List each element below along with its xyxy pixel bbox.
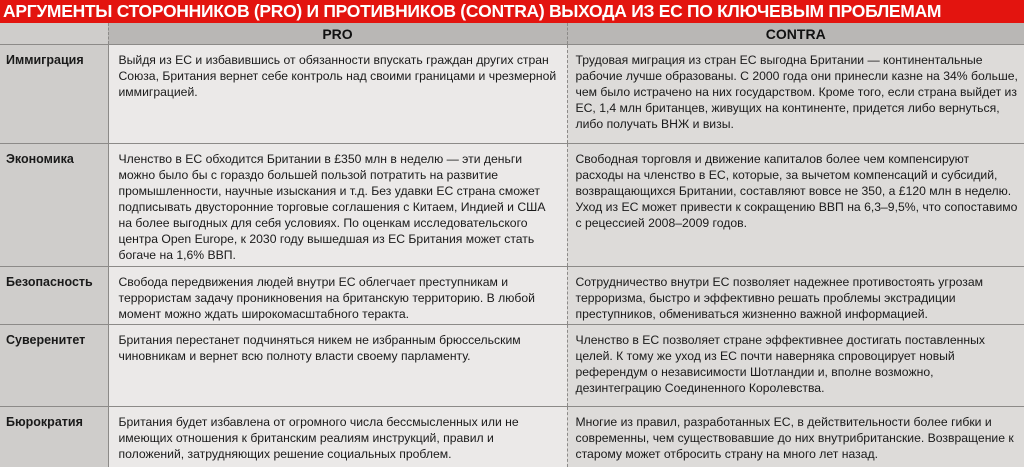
- row-label: Бюрократия: [0, 407, 108, 467]
- contra-cell: Свободная торговля и движение капиталов более чем компенсируют расходы на членство в ЕС, которые, за вычетом компенсаций и субсидий, возвращающихся Британии, составляют вовсе не 350, а £120 млн в неделю. Уход из ЕС может привести к сокращению ВВП на 6,3–9,5%, что сопоставимо с рецессией 2008–2009 годов.: [567, 144, 1024, 267]
- contra-column-header: CONTRA: [567, 23, 1024, 45]
- corner-cell: [0, 23, 108, 45]
- table-row: [0, 144, 1024, 267]
- table-row: [0, 325, 1024, 407]
- page-title: АРГУМЕНТЫ СТОРОННИКОВ (PRO) И ПРОТИВНИКОВ (CONTRA) ВЫХОДА ИЗ ЕС ПО КЛЮЧЕВЫМ ПРОБЛЕМАМ: [0, 0, 1024, 23]
- row-label: Суверенитет: [0, 325, 108, 407]
- row-label: Безопасность: [0, 267, 108, 325]
- comparison-table: [0, 23, 1024, 467]
- table-row: [0, 407, 1024, 467]
- contra-cell: Членство в ЕС позволяет стране эффективнее достигать поставленных целей. К тому же уход из ЕС почти наверняка спровоцирует новый референдум о независимости Шотландии и, вполне возможно, дезинтеграцию Соединенного Королевства.: [567, 325, 1024, 407]
- contra-cell: Трудовая миграция из стран ЕС выгодна Британии — континентальные рабочие лучше образованы. С 2000 года они принесли казне на 34% больше, чем было истрачено на них государством. Кроме того, если страна выйдет из ЕС, 1,4 млн британцев, живущих на континенте, придется либо вернуться, либо получать ВНЖ и визы.: [567, 45, 1024, 144]
- pro-column-header: PRO: [108, 23, 567, 45]
- pro-cell: Членство в ЕС обходится Британии в £350 млн в неделю — эти деньги можно было бы с гораздо большей пользой потратить на развитие промышленности, научные изыскания и т.д. Без удавки ЕС страна сможет подписывать двусторонние торговые соглашения с Китаем, Индией и США на более выгодных для себя условиях. По оценкам исследовательского центра Open Europe, к 2030 году вышедшая из ЕС Британия может стать богаче на 1,6% ВВП.: [108, 144, 567, 267]
- pro-cell: Свобода передвижения людей внутри ЕС облегчает преступникам и террористам задачу проникновения на британскую территорию. В любой момент можно ждать широкомасштабного теракта.: [108, 267, 567, 325]
- row-label: Иммиграция: [0, 45, 108, 144]
- contra-cell: Многие из правил, разработанных ЕС, в действительности более гибки и современны, чем существовавшие до них внутрибританские. Возвращение к старому может отбросить страну на много лет назад.: [567, 407, 1024, 467]
- row-label: Экономика: [0, 144, 108, 267]
- pro-cell: Выйдя из ЕС и избавившись от обязанности впускать граждан других стран Союза, Британия вернет себе контроль над своими границами и чрезмерной иммиграцией.: [108, 45, 567, 144]
- header-row: [0, 23, 1024, 45]
- table-row: [0, 267, 1024, 325]
- table-row: [0, 45, 1024, 144]
- pro-cell: Британия будет избавлена от огромного числа бессмысленных или не имеющих отношения к британским реалиям инструкций, правил и положений, затрудняющих решение социальных проблем.: [108, 407, 567, 467]
- pro-cell: Британия перестанет подчиняться никем не избранным брюссельским чиновникам и вернет всю полноту власти своему парламенту.: [108, 325, 567, 407]
- contra-cell: Сотрудничество внутри ЕС позволяет надежнее противостоять угрозам терроризма, быстро и эффективно решать проблемы экстрадиции преступников, обмениваться жизненно важной информацией.: [567, 267, 1024, 325]
